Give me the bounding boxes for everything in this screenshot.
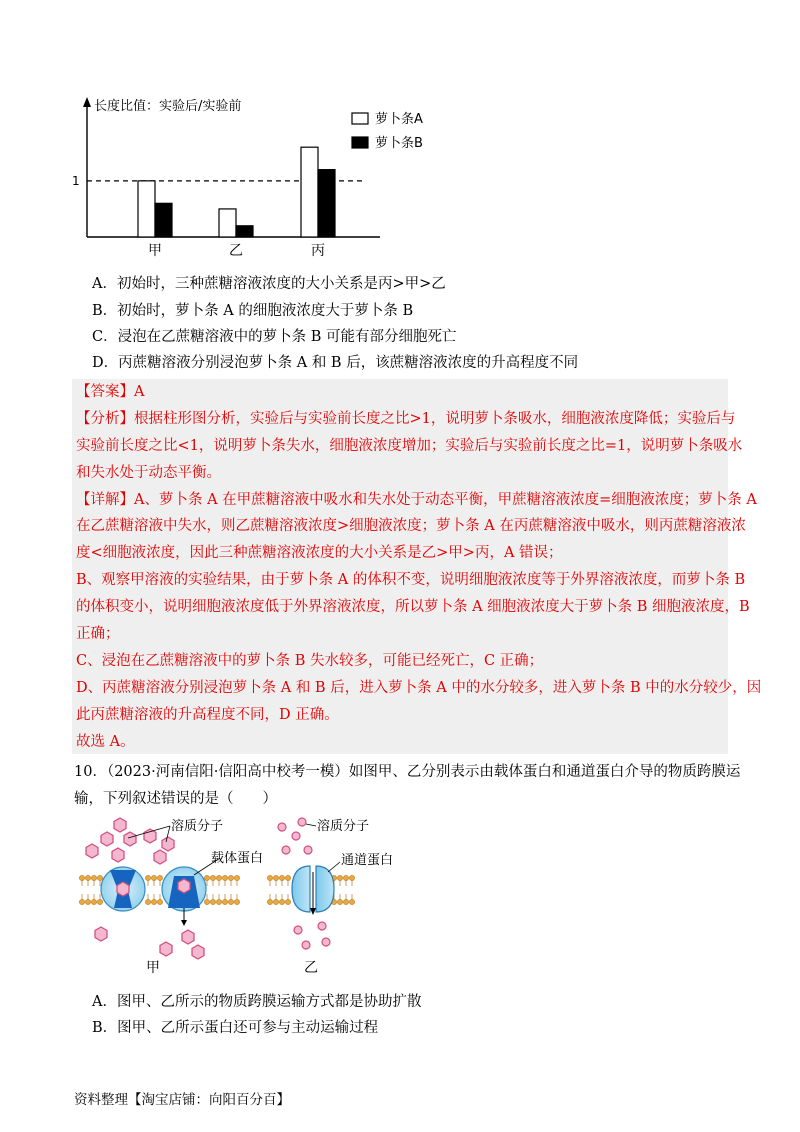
option-d: D．丙蔗糖溶液分别浸泡萝卜条 A 和 B 后，该蔗糖溶液浓度的升高程度不同	[92, 355, 579, 371]
carrier-label: 载体蛋白	[211, 851, 264, 866]
answer-line: 【答案】A	[76, 384, 145, 400]
detail-line-1: 【详解】A、萝卜条 A 在甲蔗糖溶液中吸水和失水处于动态平衡，甲蔗糖溶液浓度=细胞液浓度；萝卜条 A	[76, 492, 757, 508]
carrier-protein-open	[101, 867, 145, 911]
bar-b-1	[155, 203, 172, 237]
legend-label-b: 萝卜条B	[375, 136, 423, 151]
detail-line-7: C、浸泡在乙蔗糖溶液中的萝卜条 B 失水较多，可能已经死亡，C 正确；	[76, 653, 544, 669]
x-tick-label: 甲	[148, 243, 162, 259]
question-10-line-2: 输，下列叙述错误的是（ ）	[74, 791, 277, 807]
q10-option-b: B．图甲、乙所示蛋白还可参与主动运输过程	[92, 1020, 379, 1036]
y-axis-label: 长度比值：实验后/实验前	[94, 99, 242, 114]
analysis-line-1: 【分析】根据柱形图分析，实验后与实验前长度之比>1，说明萝卜条吸水，细胞液浓度降低；实验后与	[76, 411, 736, 427]
option-c: C．浸泡在乙蔗糖溶液中的萝卜条 B 可能有部分细胞死亡	[92, 329, 457, 345]
legend-swatch-a	[352, 113, 368, 124]
bar-b-3	[318, 170, 335, 237]
detail-line-6: 正确；	[76, 626, 120, 642]
detail-line-4: B、观察甲溶液的实验结果，由于萝卜条 A 的体积不变，说明细胞液浓度等于外界溶液浓度，而萝卜条 B	[76, 572, 746, 588]
bar-a-2	[219, 209, 236, 237]
analysis-line-3: 和失水处于动态平衡。	[76, 465, 221, 481]
bar-a-1	[138, 181, 155, 237]
channel-label: 通道蛋白	[341, 853, 394, 868]
x-tick-label: 丙	[311, 243, 325, 259]
legend-label-a: 萝卜条A	[375, 112, 423, 127]
footer-text: 资料整理【淘宝店铺：向阳百分百】	[74, 1092, 290, 1108]
question-10-line-1: 10．（2023·河南信阳·信阳高中校考一模）如图甲、乙分别表示由载体蛋白和通道蛋白介导的物质跨膜运	[74, 764, 741, 780]
y-axis-arrow	[83, 97, 91, 107]
channel-protein	[292, 866, 334, 915]
bar-chart	[60, 95, 460, 270]
membrane-bilayer-b	[267, 875, 354, 904]
q10-option-a: A．图甲、乙所示的物质跨膜运输方式都是协助扩散	[92, 994, 422, 1010]
option-a: A．初始时，三种蔗糖溶液浓度的大小关系是丙>甲>乙	[92, 276, 446, 292]
x-tick-label: 乙	[229, 243, 243, 259]
legend-swatch-b	[352, 137, 368, 148]
analysis-line-2: 实验前长度之比<1，说明萝卜条失水，细胞液浓度增加；实验后与实验前长度之比=1，说明萝卜条吸水	[76, 438, 743, 454]
carrier-protein-closed	[162, 867, 206, 926]
membrane-diagram	[70, 812, 410, 982]
detail-line-9: 此丙蔗糖溶液的升高程度不同，D 正确。	[76, 707, 339, 723]
y-tick-label: 1	[72, 173, 80, 188]
option-b: B．初始时，萝卜条 A 的细胞液浓度大于萝卜条 B	[92, 303, 414, 319]
solute-label-b: 溶质分子	[317, 819, 370, 834]
detail-line-8: D、丙蔗糖溶液分别浸泡萝卜条 A 和 B 后，进入萝卜条 A 中的水分较多，进入萝卜条 B 中的水分较少，因	[76, 680, 762, 696]
bar-b-2	[236, 226, 253, 237]
bar-a-3	[301, 147, 318, 237]
detail-line-2: 在乙蔗糖溶液中失水，则乙蔗糖溶液浓度>细胞液浓度；萝卜条 A 在丙蔗糖溶液中吸水，则丙蔗糖溶液浓	[76, 518, 746, 534]
detail-line-5: 的体积变小，说明细胞液浓度低于外界溶液浓度，所以萝卜条 A 细胞液浓度大于萝卜条 B 细胞液浓度，B	[76, 599, 750, 615]
solute-label-a: 溶质分子	[171, 819, 224, 834]
figure-label-yi: 乙	[304, 960, 318, 976]
detail-line-3: 度<细胞液浓度，因此三种蔗糖溶液浓度的大小关系是乙>甲>丙，A 错误；	[76, 545, 563, 561]
figure-label-jia: 甲	[146, 960, 160, 976]
detail-line-10: 故选 A。	[76, 734, 135, 750]
